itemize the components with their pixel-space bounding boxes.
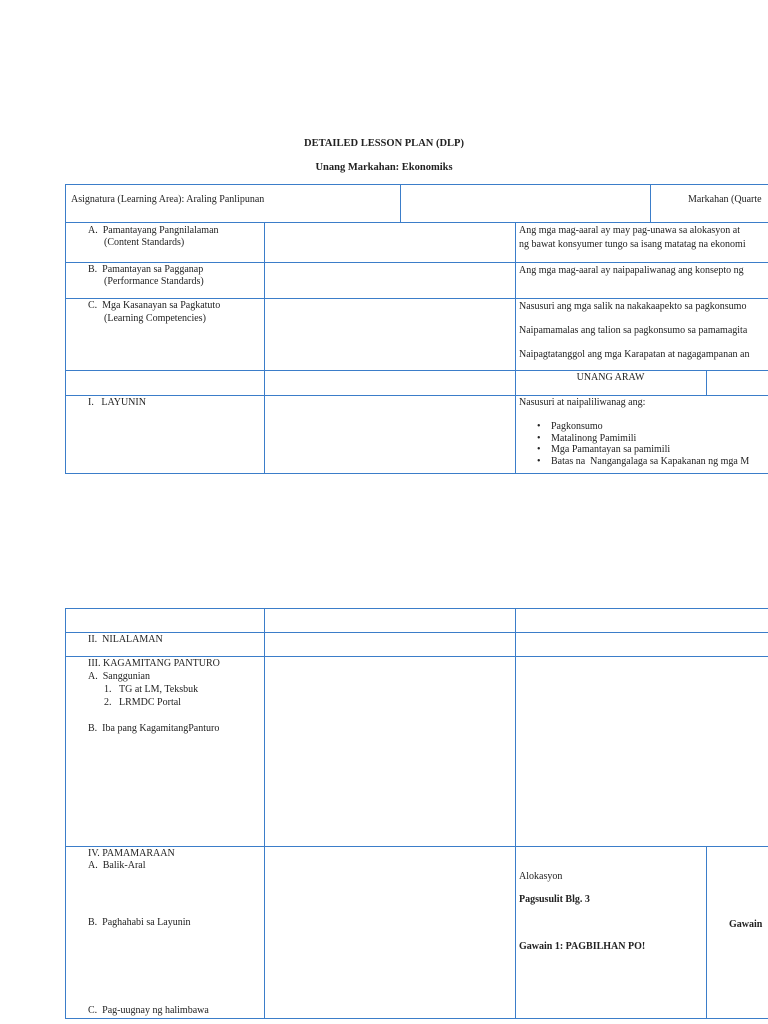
day-label: UNANG ARAW: [576, 372, 645, 383]
page-title: DETAILED LESSON PLAN (DLP): [304, 138, 464, 149]
objectives-list: [537, 421, 749, 467]
content-standards-text: Ang mga mag-aaral ay may pag-unawa sa alokasyon at: [519, 225, 741, 236]
list-item: • Pagkonsumo: [537, 421, 749, 433]
quiz-label: Pagsusulit Blg. 3: [519, 894, 590, 905]
activity-right-label: Gawain: [729, 919, 763, 930]
performance-standards-label: B. Pamantayan sa Pagganap: [88, 264, 204, 275]
allocation-text: Alokasyon: [519, 871, 563, 882]
references-label: A. Sanggunian: [88, 671, 150, 682]
reference-item-1: 1. TG at LM, Teksbuk: [104, 684, 199, 695]
other-materials-label: B. Iba pang KagamitangPanturo: [88, 723, 220, 734]
list-item: • Matalinong Pamimili: [537, 433, 749, 445]
content-standards-label: A. Pamantayang Pangnilalaman: [88, 225, 219, 236]
competency-3: Naipagtatanggol ang mga Karapatan at nagagampanan an: [519, 349, 750, 360]
learning-area-label: Asignatura (Learning Area): Araling Panlipunan: [71, 194, 265, 205]
content-standards-text-2: ng bawat konsyumer tungo sa isang matatag na ekonomi: [519, 239, 746, 250]
objective-setting-label: B. Paghahabi sa Layunin: [88, 917, 191, 928]
review-label: A. Balik-Aral: [88, 860, 146, 871]
learning-competencies-label: C. Mga Kasanayan sa Pagkatuto: [88, 300, 221, 311]
content-label: II. NILALAMAN: [88, 634, 163, 645]
activity-1-label: Gawain 1: PAGBILHAN PO!: [519, 941, 646, 952]
quarter-label: Markahan (Quarte: [688, 194, 762, 205]
competency-2: Naipamamalas ang talion sa pagkonsumo sa pamamagita: [519, 325, 748, 336]
performance-standards-sublabel: (Performance Standards): [104, 276, 204, 287]
example-linking-label: C. Pag-uugnay ng halimbawa: [88, 1005, 209, 1016]
content-standards-sublabel: (Content Standards): [104, 237, 185, 248]
objectives-label: I. LAYUNIN: [88, 397, 146, 408]
competency-1: Nasusuri ang mga salik na nakakaapekto sa pagkonsumo: [519, 301, 747, 312]
materials-heading: III. KAGAMITANG PANTURO: [88, 658, 220, 669]
page-subtitle: Unang Markahan: Ekonomiks: [315, 162, 453, 173]
procedure-heading: IV. PAMAMARAAN: [88, 848, 175, 859]
objectives-intro: Nasusuri at naipaliliwanag ang:: [519, 397, 646, 408]
performance-standards-text: Ang mga mag-aaral ay naipapaliwanag ang konsepto ng: [519, 265, 744, 276]
list-item: • Batas na Nangangalaga sa Kapakanan ng mga M: [537, 456, 749, 468]
learning-competencies-sublabel: (Learning Competencies): [104, 313, 206, 324]
reference-item-2: 2. LRMDC Portal: [104, 697, 181, 708]
list-item: • Mga Pamantayan sa pamimili: [537, 444, 749, 456]
